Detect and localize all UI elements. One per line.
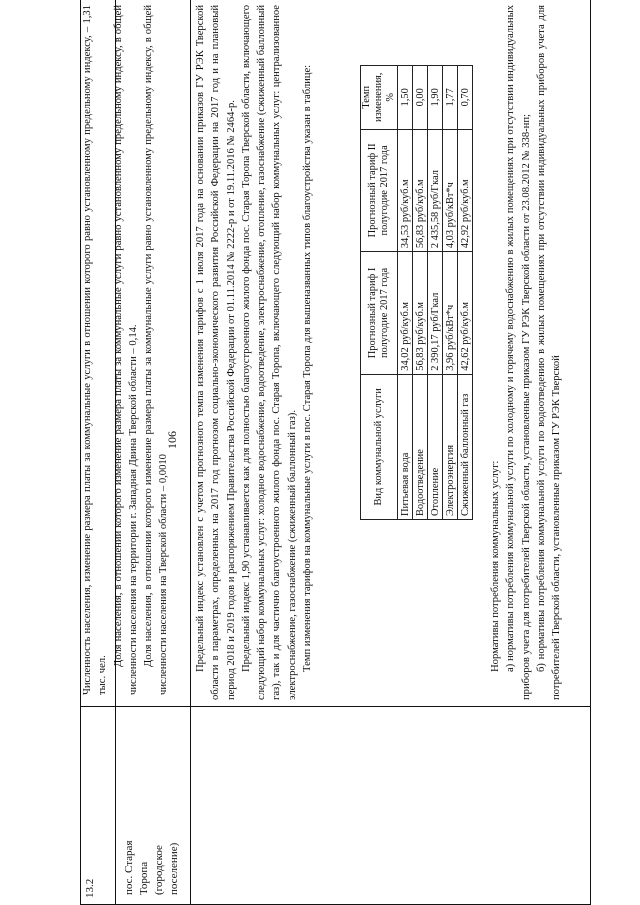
table-row bbox=[443, 66, 458, 520]
norms-water-supply: а) нормативы потребления коммунальной услуги по холодному и горячему водоснабжению в жилых помещениях при отсутствии индивидуальных приборов учета для потребителей Тверской области, установленные приказом ГУ РЭК Тверской области от 23.08.2012 № 338-нп; bbox=[505, 5, 532, 700]
change-rate: 1,50 bbox=[398, 66, 413, 130]
tariff-h2: 56,83 руб/куб.м bbox=[413, 129, 428, 252]
tariff-h2: 34,53 руб/куб.м bbox=[398, 129, 413, 252]
settlement-column-border bbox=[190, 0, 191, 905]
section-separator bbox=[80, 706, 590, 707]
tariff-h1: 34,02 руб/куб.м bbox=[398, 252, 413, 375]
header-service: Вид коммунальной услуги bbox=[361, 374, 398, 519]
change-rate: 1,90 bbox=[428, 66, 443, 130]
header-tariff-h1: Прогнозный тариф I полугодие 2017 года bbox=[361, 252, 398, 375]
table-row bbox=[428, 66, 443, 520]
page-number: 106 bbox=[165, 431, 179, 449]
service-name: Сжиженный баллонный газ bbox=[458, 374, 473, 519]
tariff-rate-intro-paragraph: Темп изменения тарифов на коммунальные услуги в пос. Старая Торопа для вышеназванных типов благоустройства указан в таблице: bbox=[302, 64, 314, 672]
table-row bbox=[458, 66, 473, 520]
limit-index-basis-paragraph: Предельный индекс установлен с учетом прогнозного темпа изменения тарифов с 1 июля 2017 года на основании приказов ГУ РЭК Тверской области в параметрах, определенных на 2017 год прогнозом социально-экономического развития Российской Федерации на 2017 год и на плановый период 2018 и 2019 годов и распоряжением Правительства Российской Федерации от 01.11.2014 № 2222-р и от 19.11.2016 № 2464-р. bbox=[195, 5, 237, 700]
tariff-h1: 2 390,17 руб/Гкал bbox=[428, 252, 443, 375]
settlement-name: пос. Старая Торопа (городское поселение) bbox=[123, 840, 180, 895]
norms-drainage: б) нормативы потребления коммунальной услуги по водоотведению в жилых помещениях при отсутствии индивидуальных приборов учета для потребителей Тверской области, установленные приказом ГУ РЭК Тверской bbox=[535, 5, 563, 700]
header-change-rate: Темп изменения, % bbox=[361, 66, 398, 130]
tariff-table bbox=[360, 65, 473, 520]
population-share-local-text: Доля населения, в отношении которого изменение размера платы за коммунальные услуги равно установленному предельному индексу, в общей численности населения на территории г. Западная Двина Тверской области – 0,14. bbox=[112, 5, 139, 695]
header-tariff-h2: Прогнозный тариф II полугодие 2017 года bbox=[361, 129, 398, 252]
service-name: Отопление bbox=[428, 374, 443, 519]
previous-row-text bbox=[80, 5, 172, 695]
tariff-h2: 4,03 руб/кВт*ч bbox=[443, 129, 458, 252]
service-name: Электроэнергия bbox=[443, 374, 458, 519]
change-rate: 0,70 bbox=[458, 66, 473, 130]
service-name: Питьевая вода bbox=[398, 374, 413, 519]
table-row bbox=[398, 66, 413, 520]
tariff-table-header-row bbox=[361, 66, 398, 520]
service-name: Водоотведение bbox=[413, 374, 428, 519]
limit-index-text bbox=[193, 5, 315, 700]
tariff-h2: 2 435,58 руб/Гкал bbox=[428, 129, 443, 252]
population-share-region-text: Доля населения, в отношении которого изменение размера платы за коммунальные услуги равно установленному предельному индексу, в общей численности населения на Тверской области – 0,0010 bbox=[143, 5, 170, 695]
table-row bbox=[413, 66, 428, 520]
tariff-h1: 42,62 руб/куб.м bbox=[458, 252, 473, 375]
consumption-norms-text bbox=[488, 5, 564, 700]
table-bottom-border bbox=[590, 0, 591, 905]
tariff-h1: 3,96 руб/кВт*ч bbox=[443, 252, 458, 375]
change-rate: 0,00 bbox=[413, 66, 428, 130]
tariff-h1: 56,83 руб/куб.м bbox=[413, 252, 428, 375]
limit-index-scope-paragraph: Предельный индекс 1,90 устанавливается как для полностью благоустроенного жилого фонда пос. Старая Торопа Тверской области, включающего следующий набор коммунальных услуг: холодное водоснабжение, водоотведение, электроснабжение, отопление, газоснабжение (сжиженный баллонный газ), так и для частично благоустроенного жилого фонда пос. Старая Торопа, включающего следующий набор коммунальных услуг: централизованное электроснабжение, газоснабжение (сжиженный баллонный газ). bbox=[240, 5, 298, 700]
row-number: 13.2 bbox=[84, 878, 96, 898]
population-count-text: Численность населения, изменение размера платы за коммунальные услуги в отношении которого равно установленному предельному индексу, – 1,31 тыс. чел. bbox=[82, 5, 109, 695]
norms-intro: Нормативы потребления коммунальных услуг: bbox=[490, 460, 501, 672]
tariff-h2: 42,92 руб/куб.м bbox=[458, 129, 473, 252]
change-rate: 1,77 bbox=[443, 66, 458, 130]
